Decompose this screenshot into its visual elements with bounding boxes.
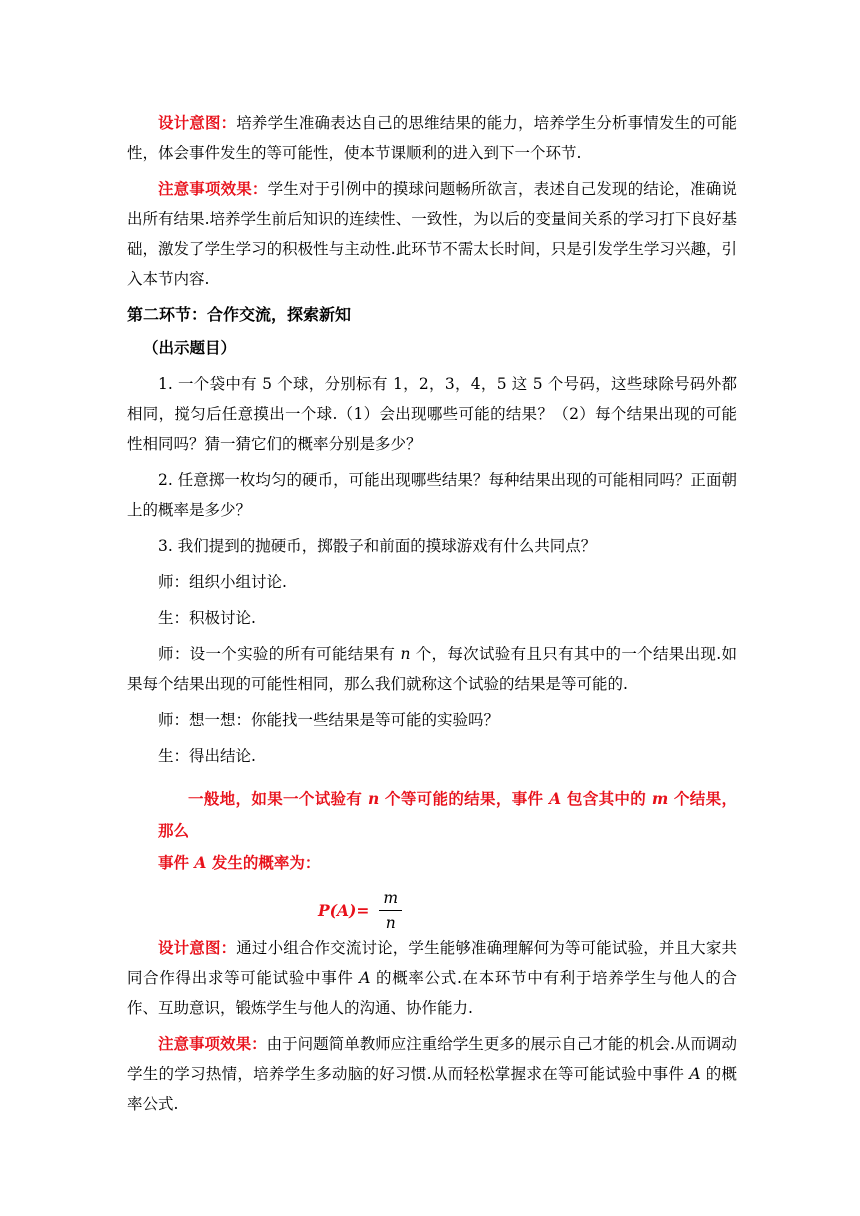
design-intent-text-after: 的概率公式.在本环节中有利于培养学生与他人的合作、互助意识，锻炼学生与他人的沟通、协作能力. <box>127 969 737 1017</box>
notes-label: 注意事项效果： <box>158 179 268 198</box>
design-intent-text: 培养学生准确表达自己的思维结果的能力，培养学生分析事情发生的可能性，体会事件发生的等可能性，使本节课顺利的进入到下一个环节. <box>127 114 737 162</box>
definition-text-part: 发生的概率为： <box>206 853 321 872</box>
design-intent-label: 设计意图： <box>158 113 237 132</box>
definition-text-part: 一般地，如果一个试验有 <box>188 789 368 808</box>
formula-fraction <box>379 888 402 933</box>
formula-numerator: m <box>379 888 402 911</box>
variable-a: A <box>689 1065 701 1083</box>
teacher-line-3: 师：想一想：你能找一些结果是等可能的实验吗？ <box>158 711 500 729</box>
section-heading: 第二环节：合作交流，探索新知 <box>127 305 352 324</box>
design-intent-text-before: 通过小组合作交流讨论，学生能够准确理解何为等可能试验，并且大家共同合作得出求等可能试验中事件 <box>127 939 737 987</box>
definition-line-2 <box>158 853 320 872</box>
design-intent-label: 设计意图： <box>158 938 237 957</box>
variable-n: n <box>400 645 411 663</box>
formula-lhs: P(A)= <box>318 900 370 920</box>
probability-formula <box>318 887 737 933</box>
notes-paragraph-2 <box>127 1029 737 1119</box>
variable-n: n <box>367 789 380 808</box>
teacher-line-2-before: 师：设一个实验的所有可能结果有 <box>158 645 401 663</box>
variable-a: A <box>194 853 207 872</box>
question-1: 1. 一个袋中有 5 个球，分别标有 1，2，3，4，5 这 5 个号码，这些球除号码外都相同，搅匀后任意摸出一个球.（1）会出现哪些可能的结果？（2）每个结果出现的可能性相同吗？猜一猜它们的概率分别是多少？ <box>127 375 737 453</box>
notes-text: 学生对于引例中的摸球问题畅所欲言，表述自己发现的结论，准确说出所有结果.培养学生前后知识的连续性、一致性，为以后的变量间关系的学习打下良好基础，激发了学生学习的积极性与主动性.此环节不需太长时间，只是引发学生学习兴趣，引入本节内容. <box>127 180 737 288</box>
definition-line-1 <box>158 783 737 847</box>
definition-text-part: 个等可能的结果，事件 <box>379 789 550 808</box>
variable-a: A <box>359 969 371 987</box>
notes-text-before: 由于问题简单教师应注重给学生更多的展示自己才能的机会.从而调动学生的学习热情，培养学生多动脑的好习惯.从而轻松掌握求在等可能试验中事件 <box>127 1035 737 1083</box>
variable-m: m <box>651 789 669 808</box>
document-body <box>127 108 737 1119</box>
student-line-1: 生：积极讨论. <box>158 609 256 627</box>
sub-heading: （出示题目） <box>143 338 237 357</box>
notes-text-after: 的概率公式. <box>127 1065 737 1113</box>
probability-definition <box>127 783 737 879</box>
definition-text-part: 事件 <box>158 853 195 872</box>
definition-text-part: 个结果，那么 <box>158 789 737 840</box>
student-line-2: 生：得出结论. <box>158 747 256 765</box>
teacher-line-2-after: 个，每次试验有且只有其中的一个结果出现.如果每个结果出现的可能性相同，那么我们就称这个试验的结果是等可能的. <box>127 645 737 693</box>
notes-label: 注意事项效果： <box>158 1034 267 1053</box>
teacher-line-1: 师：组织小组讨论. <box>158 573 287 591</box>
design-intent-paragraph-2 <box>127 933 737 1023</box>
question-3: 3. 我们提到的抛硬币，掷骰子和前面的摸球游戏有什么共同点？ <box>158 537 597 555</box>
formula-denominator: n <box>385 913 396 932</box>
notes-paragraph-1 <box>127 174 737 294</box>
teacher-line-2 <box>127 639 737 699</box>
variable-a: A <box>549 789 562 808</box>
design-intent-paragraph-1 <box>127 108 737 168</box>
question-2: 2. 任意掷一枚均匀的硬币，可能出现哪些结果？每种结果出现的可能相同吗？正面朝上的概率是多少？ <box>127 471 737 519</box>
definition-text-part: 包含其中的 <box>561 789 652 808</box>
